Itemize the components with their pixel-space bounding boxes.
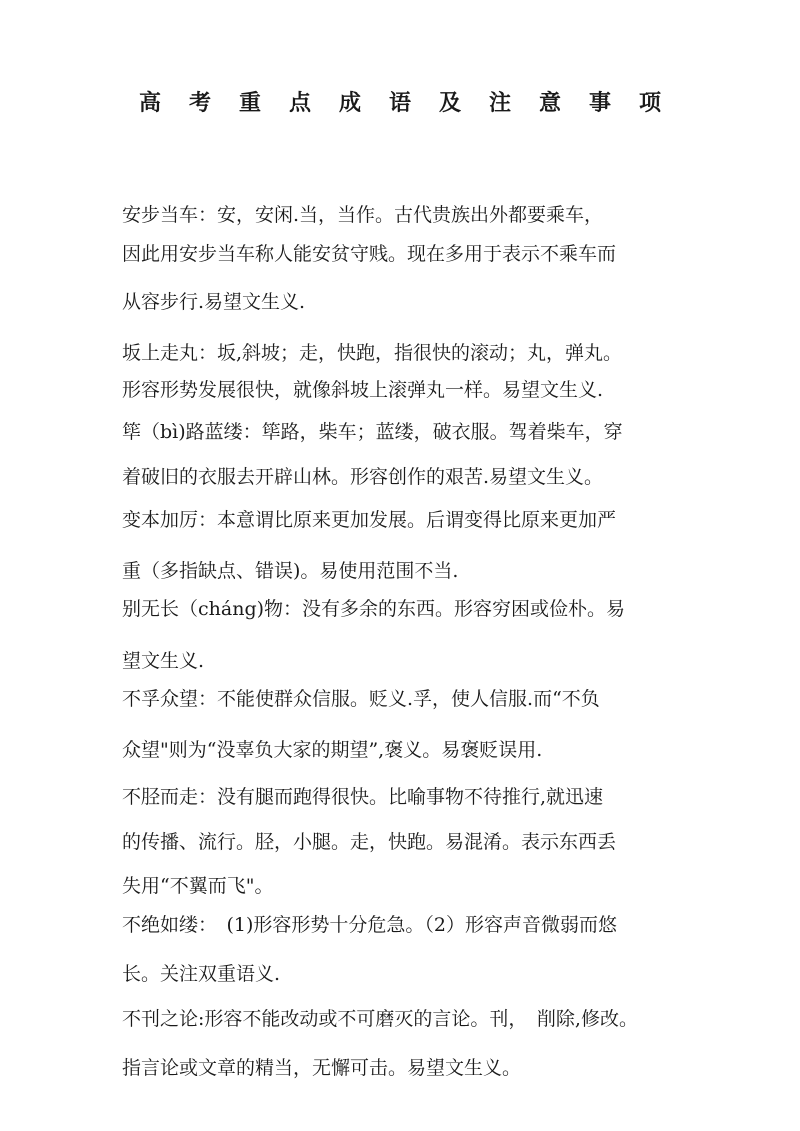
text-line: 筚（bì)路蓝缕：筚路，柴车；蓝缕，破衣服。驾着柴车，穿 [122,421,623,443]
text-line: 不胫而走：没有腿而跑得很快。比喻事物不待推行,就迅速 [122,786,604,808]
text-line: 众望"则为“没辜负大家的期望”,褒义。易褒贬误用. [122,739,543,761]
text-line: 形容形势发展很快，就像斜坡上滚弹丸一样。易望文生义. [122,379,604,401]
text-line: 重（多指缺点、错误)。易使用范围不当. [122,560,459,582]
text-line: 的传播、流行。胫，小腿。走，快跑。易混淆。表示东西丢 [122,831,617,853]
text-line: 安步当车：安，安闲.当，当作。古代贵族出外都要乘车， [122,204,604,226]
text-line: 从容步行.易望文生义. [122,291,306,313]
text-line: 别无长（cháng)物：没有多余的东西。形容穷困或俭朴。易 [122,598,626,620]
text-line: 长。关注双重语义. [122,963,281,985]
text-line: 因此用安步当车称人能安贫守贱。现在多用于表示不乘车而 [122,243,617,265]
text-line: 失用“不翼而飞"。 [122,875,274,897]
text-line: 指言论或文章的精当，无懈可击。易望文生义。 [122,1057,522,1079]
text-line: 着破旧的衣服去开辟山林。形容创作的艰苦.易望文生义。 [122,466,604,488]
text-line: 不绝如缕： (1)形容形势十分危急。（2）形容声音微弱而悠 [122,914,618,936]
text-line: 不孚众望：不能使群众信服。贬义.孚，使人信服.而“不负 [122,688,600,710]
text-line: 坂上走丸：坂,斜坡；走，快跑，指很快的滚动；丸，弹丸。 [122,342,623,364]
text-line: 不刊之论:形容不能改动或不可磨灭的言论。刊， 削除,修改。 [122,1008,638,1030]
document-title: 高考重点成语及注意事项 [138,90,689,116]
text-line: 变本加厉：本意谓比原来更加发展。后谓变得比原来更加严 [122,509,617,531]
text-line: 望文生义. [122,650,205,672]
